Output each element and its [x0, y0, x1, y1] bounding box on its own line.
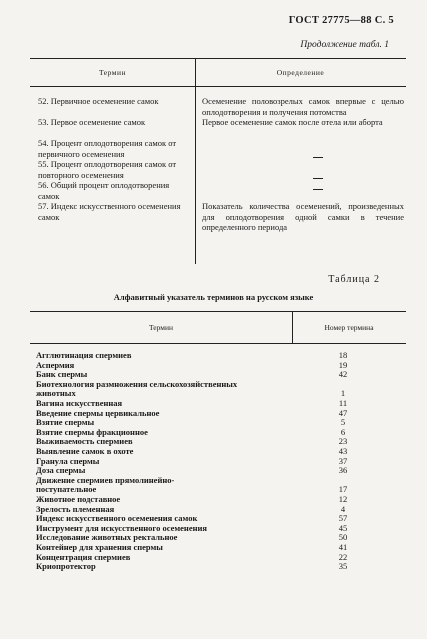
- index-term-number: 22: [338, 551, 348, 562]
- term-57: 57. Индекс искусственного осеменения самок: [38, 201, 181, 222]
- table-header-rule: [30, 86, 406, 87]
- index-term: Индекс искусственного осеменения самок: [36, 513, 198, 524]
- index-term: Инструмент для искусственного осеменения: [36, 522, 207, 533]
- index-term: Введение спермы цервикальное: [36, 407, 160, 418]
- index-term: Зрелость племенная: [36, 503, 115, 514]
- definition-54-dash: [313, 157, 323, 158]
- term-56: 56. Общий процент оплодотворения самок: [38, 180, 170, 201]
- index-term-number: 45: [338, 522, 348, 533]
- index-term: Доза спермы: [36, 465, 86, 476]
- index-term: Агглютинация спермиев: [36, 350, 132, 360]
- term-52: 52. Первичное осеменение самок: [38, 96, 159, 106]
- index-term-number: 36: [338, 465, 348, 476]
- index-term-number: 50: [338, 532, 348, 543]
- index-term: Исследование животных ректальное: [36, 532, 178, 543]
- definition-53: Первое осеменение самок после отела или аборта: [202, 117, 383, 127]
- index-term-number: 23: [338, 436, 348, 447]
- index-term: Контейнер для хранения спермы: [36, 542, 163, 552]
- table-header-rule: [30, 343, 406, 344]
- index-term-number: 42: [338, 369, 348, 380]
- table-continuation-label: Продолжение табл. 1: [300, 40, 389, 50]
- column-header-number: Номер термина: [324, 322, 374, 332]
- document-header: ГОСТ 27775—88 С. 5: [288, 15, 394, 26]
- index-term: Концентрация спермиев: [36, 551, 131, 562]
- terms-definitions-table: [30, 58, 406, 264]
- column-header-definition: Определение: [276, 67, 325, 77]
- definition-55-dash: [313, 178, 323, 179]
- index-term: Аспермия: [36, 359, 75, 370]
- table-2-title: Алфавитный указатель терминов на русском языке: [113, 292, 314, 302]
- index-term-number: 17: [338, 484, 348, 495]
- index-term-number: 57: [338, 513, 348, 524]
- index-term: Животное подставное: [36, 494, 121, 504]
- table-2-label: Таблица 2: [328, 274, 380, 285]
- index-term-number: 37: [338, 455, 348, 466]
- index-term-number: 5: [340, 417, 346, 428]
- index-term: Взятие спермы фракционное: [36, 426, 148, 437]
- definition-56-dash: [313, 189, 323, 190]
- index-term: Биотехнология размножения сельскохозяйственных: [36, 378, 238, 389]
- index-term-number: 47: [338, 407, 348, 418]
- index-term: Выживаемость спермиев: [36, 436, 133, 447]
- term-55: 55. Процент оплодотворения самок от повторного осеменения: [38, 159, 177, 180]
- index-term: Движение спермиев прямолинейно-: [36, 474, 175, 485]
- index-term-number: 4: [340, 503, 346, 514]
- index-term: Гранула спермы: [36, 455, 100, 466]
- term-54: 54. Процент оплодотворения самок от первичного осеменения: [38, 138, 177, 159]
- index-term-number: 19: [338, 359, 348, 370]
- alphabetical-index-table: [30, 311, 406, 579]
- index-term: Взятие спермы: [36, 417, 95, 428]
- index-term: Выявление самок в охоте: [36, 446, 134, 456]
- definition-57: Показатель количества осеменений, произведенных для оплодотворения одной самки в течение определенного периода: [202, 201, 404, 232]
- column-separator: [195, 58, 196, 264]
- column-header-term: Термин: [98, 67, 127, 77]
- index-term-number: 1: [340, 388, 346, 399]
- index-term-number: 11: [338, 398, 348, 408]
- index-term-number: 43: [338, 446, 348, 456]
- column-header-term: Термин: [148, 322, 174, 332]
- index-term: Банк спермы: [36, 369, 88, 380]
- index-term: поступательное: [36, 484, 97, 495]
- index-term-number: 18: [338, 350, 348, 360]
- index-term-number: 41: [338, 542, 348, 552]
- index-term: Криопротектор: [36, 561, 96, 572]
- index-term-number: 12: [338, 494, 348, 504]
- index-term: животных: [36, 388, 76, 399]
- term-53: 53. Первое осеменение самок: [38, 117, 146, 127]
- definition-52: Осеменение половозрелых самок впервые с целью оплодотворения и получения потомства: [202, 96, 404, 117]
- index-term: Вагина искусственная: [36, 398, 123, 408]
- index-term-number: 35: [338, 561, 348, 572]
- index-term-number: 6: [340, 426, 346, 437]
